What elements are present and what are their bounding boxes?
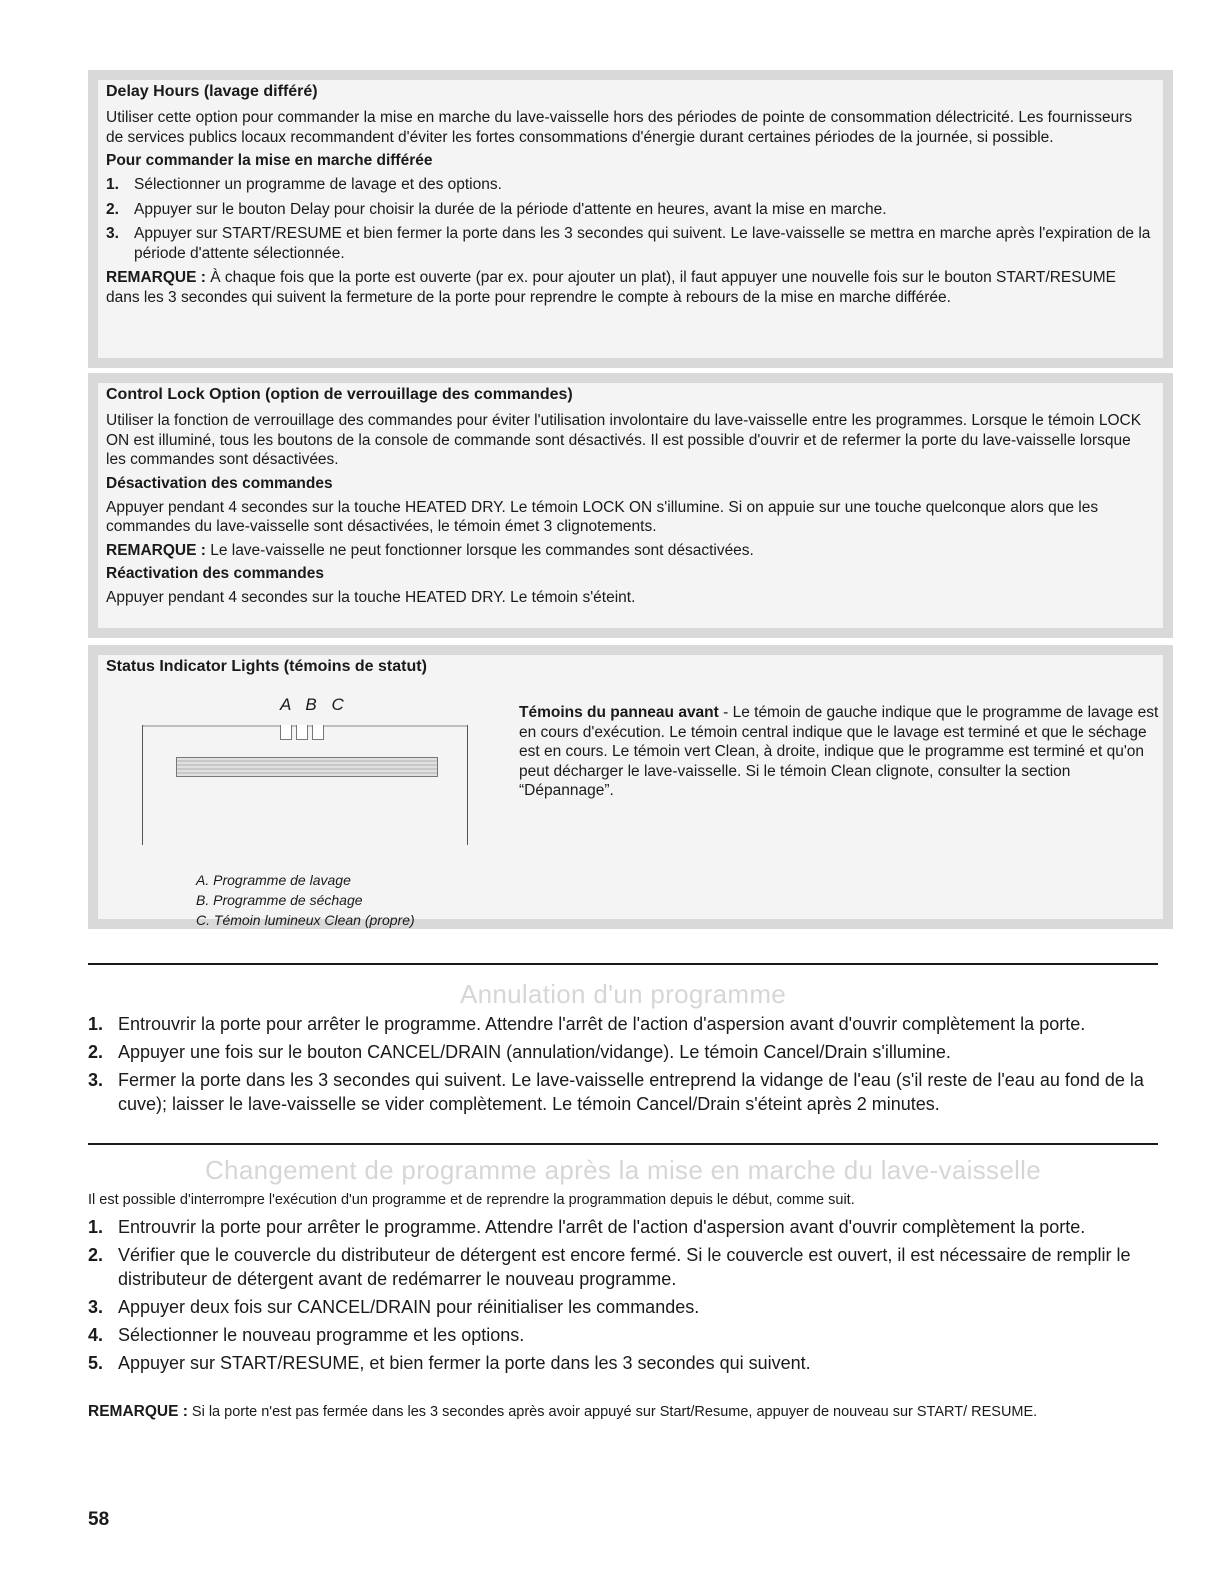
delay-hours-box [88, 70, 1173, 368]
delay-hours-intro: Utiliser cette option pour commander la mise en marche du lave-vaisselle hors des périodes de pointe de consommation délectricité. Les fournisseurs de services publics locaux recommandent d'éviter les fortes consommations d'énergie durant certaines périodes de la journée, si possible. [106, 109, 1133, 146]
enable-heading: Réactivation des commandes [106, 565, 324, 582]
list-item [88, 1243, 1163, 1291]
step-number: 1. [106, 176, 119, 193]
step-text: Sélectionner un programme de lavage et des options. [134, 176, 502, 193]
cancel-section-title: Annulation d'un programme [459, 979, 787, 1009]
change-note [88, 1402, 1168, 1422]
status-lights-content [106, 657, 1159, 928]
legend-item: A. Programme de lavage [196, 872, 351, 888]
step-text: Appuyer sur le bouton Delay pour choisir la durée de la période d'attente en heures, avant la mise en marche. [134, 200, 887, 218]
step-number: 1. [88, 1014, 104, 1034]
note-label: REMARQUE : [106, 541, 206, 559]
delay-hours-subhead: Pour commander la mise en marche différée [106, 152, 433, 169]
figure-legend [196, 870, 415, 930]
step-number: 2. [88, 1245, 104, 1265]
status-lights-title: Status Indicator Lights (témoins de statut) [106, 658, 427, 675]
page-number: 58 [88, 1509, 110, 1530]
step-text: Sélectionner le nouveau programme et les options. [118, 1325, 525, 1345]
step-text: Entrouvrir la porte pour arrêter le programme. Attendre l'arrêt de l'action d'aspersion avant d'ouvrir complètement la porte. [118, 1217, 1086, 1237]
step-text: Entrouvrir la porte pour arrêter le programme. Attendre l'arrêt de l'action d'aspersion avant d'ouvrir complètement la porte. [118, 1014, 1086, 1034]
change-steps [88, 1215, 1163, 1379]
list-item [88, 1012, 1163, 1036]
change-intro: Il est possible d'interrompre l'exécution d'un programme et de reprendre la programmation depuis le début, comme suit. [88, 1192, 855, 1208]
indicator-light-c [312, 725, 324, 740]
step-number: 3. [106, 225, 119, 242]
note-text: Le lave-vaisselle ne peut fonctionner lorsque les commandes sont désactivées. [205, 541, 754, 559]
indicator-light-b [296, 725, 308, 740]
list-item [88, 1323, 1163, 1347]
panel-left-edge [142, 725, 143, 845]
panel-handle-bar [176, 757, 438, 777]
enable-text: Appuyer pendant 4 secondes sur la touche HEATED DRY. Le témoin s'éteint. [106, 589, 636, 606]
delay-hours-note [106, 268, 1153, 307]
legend-item: B. Programme de séchage [196, 892, 363, 908]
list-item [88, 1351, 1163, 1375]
control-lock-intro: Utiliser la fonction de verrouillage des commandes pour éviter l'utilisation involontaire du lave-vaisselle entre les programmes. Lorsque le témoin LOCK ON est illuminé, tous les boutons de la console de commande sont désactivés. Il est possible d'ouvrir et de refermer la porte du lave-vaisselle lorsque les commandes sont désactivées. [106, 412, 1142, 468]
control-lock-note [106, 541, 1153, 561]
status-lights-box [88, 645, 1173, 929]
section-divider [88, 1143, 1158, 1145]
step-number: 3. [88, 1070, 104, 1090]
note-text: Si la porte n'est pas fermée dans les 3 secondes après avoir appuyé sur Start/Resume, appuyer de nouveau sur START/ RESUME. [187, 1404, 1038, 1420]
list-item [106, 224, 1153, 263]
step-number: 5. [88, 1353, 104, 1373]
control-lock-box [88, 373, 1173, 638]
note-label: REMARQUE : [106, 269, 206, 286]
legend-item: C. Témoin lumineux Clean (propre) [196, 912, 415, 928]
indicator-letters: A B C [280, 695, 349, 714]
step-text: Appuyer sur START/RESUME, et bien fermer la porte dans les 3 secondes qui suivent. [118, 1353, 811, 1373]
step-number: 4. [88, 1325, 104, 1345]
front-panel-text: - Le témoin de gauche indique que le programme de lavage est en cours d'exécution. Le témoin central indique que le lavage est terminé et que le séchage est en cours. Le témoin vert Clean, à droite, indique que le programme est terminé et qu'on peut décharger le lave-vaisselle. Si le témoin Clean clignote, consulter la section “Dépannage”. [519, 704, 1159, 799]
disable-text: Appuyer pendant 4 secondes sur la touche HEATED DRY. Le témoin LOCK ON s'illumine. Si on appuie sur une touche quelconque alors que les commandes du lave-vaisselle sont désactivées, le témoin émet 3 clignotements. [106, 498, 1099, 535]
panel-right-edge [467, 725, 468, 845]
step-text: Fermer la porte dans les 3 secondes qui suivent. Le lave-vaisselle entreprend la vidange de l'eau (s'il reste de l'eau au fond de la cuve); laisser le lave-vaisselle se vider complètement. Le témoin Cancel/Drain s'éteint après 2 minutes. [118, 1070, 1144, 1114]
step-number: 2. [106, 200, 119, 218]
list-item [88, 1068, 1163, 1116]
step-number: 3. [88, 1297, 104, 1317]
control-lock-title: Control Lock Option (option de verrouillage des commandes) [106, 386, 573, 403]
list-item [88, 1040, 1163, 1064]
delay-hours-title: Delay Hours (lavage différé) [106, 83, 318, 100]
change-section-title: Changement de programme après la mise en marche du lave-vaisselle [204, 1155, 1041, 1185]
step-text: Vérifier que le couvercle du distributeur de détergent est encore fermé. Si le couvercle est ouvert, il est nécessaire de remplir le distributeur de détergent avant de redémarrer le nouveau programme. [118, 1245, 1131, 1289]
indicator-light-a [280, 725, 292, 740]
list-item [106, 175, 1153, 195]
step-number: 2. [88, 1042, 104, 1062]
front-panel-description [519, 703, 1164, 801]
step-number: 1. [88, 1217, 104, 1237]
note-text: À chaque fois que la porte est ouverte (par ex. pour ajouter un plat), il faut appuyer une nouvelle fois sur le bouton START/RESUME dans les 3 secondes qui suivent la fermeture de la porte pour reprendre le compte à rebours de la mise en marche différée. [106, 269, 1117, 306]
control-panel-illustration [142, 695, 468, 845]
list-item [106, 200, 1153, 220]
section-divider [88, 963, 1158, 965]
front-panel-label: Témoins du panneau avant [519, 704, 719, 721]
disable-heading: Désactivation des commandes [106, 474, 333, 492]
note-label: REMARQUE : [88, 1403, 188, 1420]
step-text: Appuyer une fois sur le bouton CANCEL/DRAIN (annulation/vidange). Le témoin Cancel/Drain s'illumine. [118, 1042, 951, 1062]
step-text: Appuyer deux fois sur CANCEL/DRAIN pour réinitialiser les commandes. [118, 1297, 700, 1317]
list-item [88, 1215, 1163, 1239]
list-item [88, 1295, 1163, 1319]
cancel-steps [88, 1012, 1163, 1120]
step-text: Appuyer sur START/RESUME et bien fermer la porte dans les 3 secondes qui suivent. Le lave-vaisselle se mettra en marche après l'expiration de la période d'attente sélectionnée. [134, 225, 1151, 262]
